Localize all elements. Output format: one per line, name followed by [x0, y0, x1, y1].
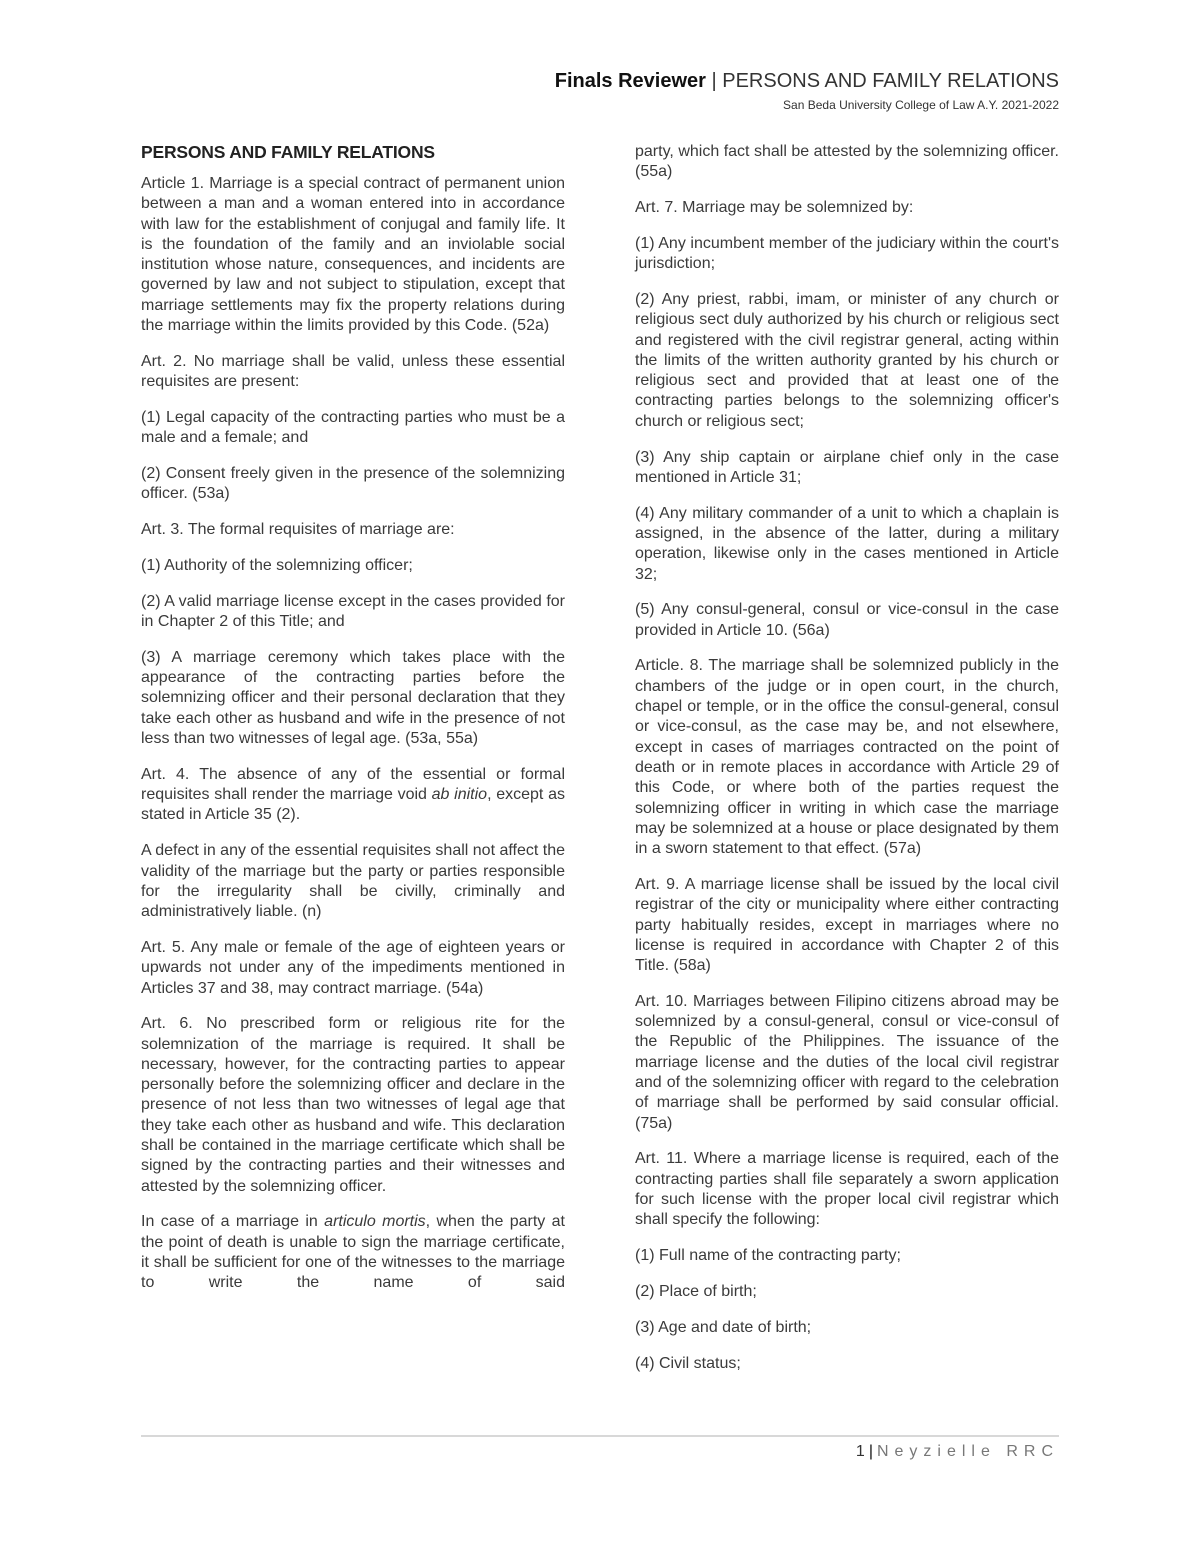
footer-author: Neyzielle RRC [876, 1443, 1059, 1460]
article-6: Art. 6. No prescribed form or religious rite for the solemnization of the marriage is required. It shall be necessary, however, for the contracting parties to appear personally before the solemnizing officer and declare in the presence of not less than two witnesses of legal age that they take each other as husband and wife. This declaration shall be contained in the marriage certificate which shall be signed by the contracting parties and their witnesses and attested by the solemnizing officer. [141, 1015, 565, 1195]
article-6-paragraph-2 [141, 1212, 565, 1293]
article-6-p2-text-b: , when the party at the point of death is unable to sign the marriage certificate, it shall be sufficient for one of the witnesses to the marriage to write the name of said [141, 1213, 565, 1292]
left-column [141, 142, 565, 1294]
article-1: Article 1. Marriage is a special contract of permanent union between a man and a woman entered into in accordance with law for the establishment of conjugal and family life. It is the foundation of the family and an inviolable social institution whose nature, consequences, and incidents are governed by law and not subject to stipulation, except that marriage settlements may fix the property relations during the marriage within the limits provided by this Code. (52a) [141, 175, 565, 335]
section-heading: PERSONS AND FAMILY RELATIONS [141, 142, 435, 162]
page-number: 1 [855, 1443, 865, 1460]
header-title-bold: Finals Reviewer [554, 70, 706, 92]
article-4-text-b: , except as stated in Article 35 (2). [141, 786, 565, 824]
article-11-item-4: (4) Civil status; [635, 1354, 741, 1372]
article-7-item-5: (5) Any consul-general, consul or vice-consul in the case provided in Article 10. (56a) [635, 601, 1059, 639]
article-3-item-2: (2) A valid marriage license except in the cases provided for in Chapter 2 of this Title; and [141, 592, 565, 631]
article-6-p2-italic: articulo mortis [324, 1213, 426, 1231]
article-2-item-1: (1) Legal capacity of the contracting parties who must be a male and a female; and [141, 408, 565, 447]
article-6-p2-text-a: In case of a marriage in [141, 1213, 325, 1231]
article-5: Art. 5. Any male or female of the age of eighteen years or upwards not under any of the impediments mentioned in Articles 37 and 38, may contract marriage. (54a) [141, 938, 565, 997]
article-4 [141, 765, 565, 826]
article-2-item-2: (2) Consent freely given in the presence of the solemnizing officer. (53a) [141, 465, 565, 503]
article-7-item-3: (3) Any ship captain or airplane chief only in the case mentioned in Article 31; [635, 448, 1059, 486]
article-11-item-1: (1) Full name of the contracting party; [635, 1247, 901, 1265]
header-subtitle: San Beda University College of Law A.Y. 2021-2022 [783, 98, 1059, 112]
article-7-item-1: (1) Any incumbent member of the judiciary within the court's jurisdiction; [635, 234, 1059, 273]
article-3: Art. 3. The formal requisites of marriage are: [141, 521, 455, 539]
right-column [635, 142, 1059, 1374]
article-9: Art. 9. A marriage license shall be issued by the local civil registrar of the city or municipality where either contracting party habitually resides, except in marriages where no license is required in accordance with Chapter 2 of this Title. (58a) [635, 875, 1059, 975]
article-2: Art. 2. No marriage shall be valid, unless these essential requisites are present: [141, 352, 565, 391]
article-7-item-4: (4) Any military commander of a unit to which a chaplain is assigned, in the absence of the latter, during a military operation, likewise only in the cases mentioned in Article 32; [635, 504, 1059, 583]
page-footer [856, 1443, 1059, 1461]
article-7: Art. 7. Marriage may be solemnized by: [635, 199, 914, 217]
article-4-paragraph-2: A defect in any of the essential requisites shall not affect the validity of the marriage but the party or parties responsible for the irregularity shall be civilly, criminally and administratively liable. (n) [141, 842, 565, 921]
article-6-continuation: party, which fact shall be attested by the solemnizing officer. (55a) [635, 143, 1059, 181]
article-4-text-a: Art. 4. The absence of any of the essential or formal requisites shall render the marriage void [141, 765, 565, 804]
article-3-item-3: (3) A marriage ceremony which takes place with the appearance of the contracting parties before the solemnizing officer and their personal declaration that they take each other as husband and wife in the presence of not less than two witnesses of legal age. (53a, 55a) [141, 648, 565, 748]
article-11-item-2: (2) Place of birth; [635, 1282, 757, 1300]
footer-separator: | [868, 1443, 873, 1460]
article-10: Art. 10. Marriages between Filipino citizens abroad may be solemnized by a consul-general, consul or vice-consul of the Republic of the Philippines. The issuance of the marriage license and the duties of the local civil registrar and of the solemnizing officer with regard to the celebration of marriage shall be performed by said consular official. (75a) [635, 992, 1059, 1132]
header-title-separator: | [705, 70, 723, 92]
article-4-italic: ab initio [431, 786, 488, 804]
article-7-item-2: (2) Any priest, rabbi, imam, or minister of any church or religious sect duly authorized by his church or religious sect and registered with the civil registrar general, acting within the limits of the written authority granted by his church or religious sect and provided that at least one of the contracting parties belongs to the solemnizing officer's church or religious sect; [635, 290, 1059, 430]
header-title-subject: PERSONS AND FAMILY RELATIONS [722, 70, 1059, 92]
page-header [555, 70, 1059, 112]
footer-divider [141, 1435, 1059, 1437]
article-3-item-1: (1) Authority of the solemnizing officer; [141, 556, 413, 574]
header-title [555, 70, 1059, 93]
article-11-item-3: (3) Age and date of birth; [635, 1318, 812, 1336]
article-8: Article. 8. The marriage shall be solemnized publicly in the chambers of the judge or in open court, in the church, chapel or temple, or in the office the consul-general, consul or vice-consul, as the case may be, and not elsewhere, except in cases of marriages contracted on the point of death or in remote places in accordance with Article 29 of this Code, or where both of the parties request the solemnizing officer in writing in which case the marriage may be solemnized at a house or place designated by them in a sworn statement to that effect. (57a) [635, 657, 1059, 858]
article-11: Art. 11. Where a marriage license is required, each of the contracting parties shall file separately a sworn application for such license with the proper local civil registrar which shall specify the following: [635, 1150, 1059, 1229]
